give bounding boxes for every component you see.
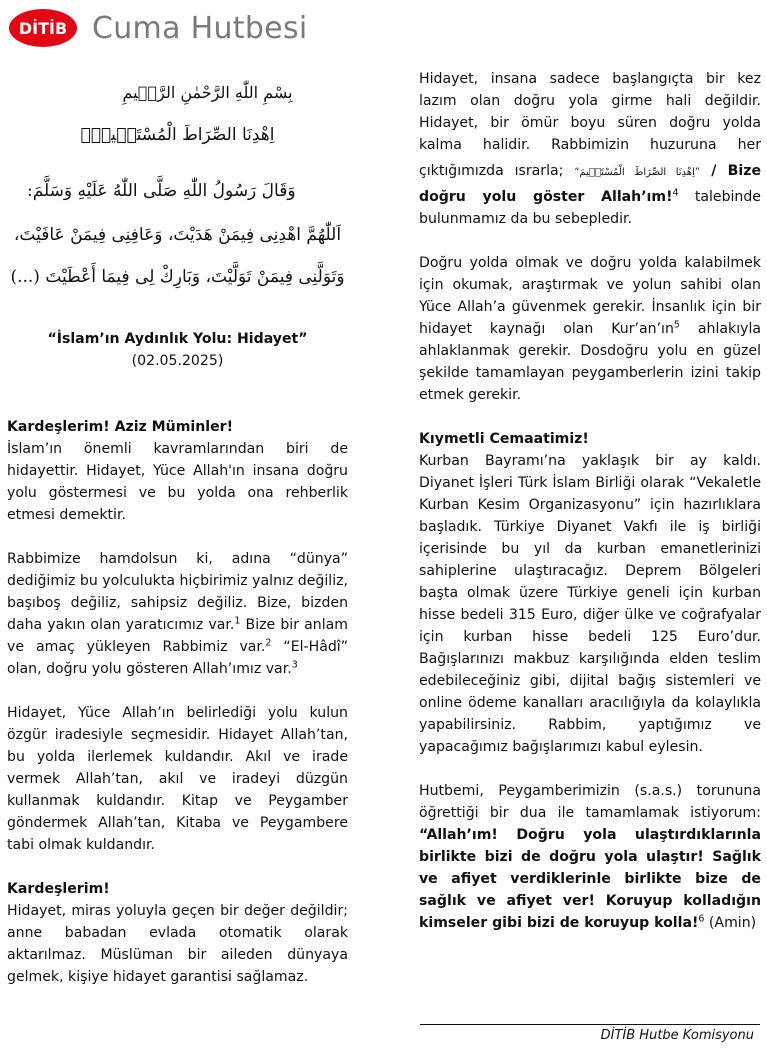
footnote-ref: 2 <box>265 637 272 649</box>
paragraph: Hidayet, insana sadece başlangıçta bir kez lazım olan doğru yola girme hali değildir. Hidayet, bir ömür boyu süren doğru yolda kalma halidir. Rabbimizin huzuruna her çıktığımızda ısrarla; “اِهْدِنَا الصِّرَاطَ الْمُسْتَق۪يمَ” / Bize doğru yolu göster Allah’ım!$^4$ talebinde bulunmamız da bu sebepledir. <box>419 71 762 227</box>
hadith-line-2: وَتَوَلَّنِى فِيمَنْ تَوَلَّيْتَ، وَبَارِكْ لِى فِيمَا أَعْطَيْتَ (...) <box>10 267 345 287</box>
page-header <box>8 6 308 50</box>
ayah-verse: اِهْدِنَا الصِّرَاطَ الْمُسْتَق۪يمَۙ <box>80 125 275 145</box>
page-title: Cuma Hutbesi <box>92 10 308 46</box>
hadith-line-1: اَللّٰهُمَّ اهْدِنِى فِيمَنْ هَدَيْتَ، وَعَافِنِى فِيمَنْ عَافَيْتَ، <box>13 225 342 245</box>
svg-text:DİTİB: DİTİB <box>18 19 68 38</box>
signature: DİTİB Hutbe Komisyonu <box>600 1028 754 1043</box>
sermon-date: (02.05.2025) <box>131 353 224 369</box>
footnote-ref: 5 <box>673 319 680 331</box>
footnote-ref: 3 <box>291 659 298 671</box>
left-column <box>7 68 348 988</box>
right-column <box>419 68 761 934</box>
paragraph: Rabbimize hamdolsun ki, adına “dünya” dediğimiz bu yolculukta hiçbirimiz yalnız değiliz, başıboş değiliz, sahipsiz değiliz. Bize, bizden daha yakın olan yaratıcımız var.$^1$ Bize bir anlam ve amaç yükleyen Rabbimiz var.$^2$ “El-Hâdî” olan, doğru yolu gösteren Allah’ımız var.$^3$ <box>7 551 348 677</box>
sermon-title: “İslam’ın Aydınlık Yolu: Hidayet” <box>47 331 308 347</box>
footnote-ref: 6 <box>698 913 705 925</box>
signature-line <box>420 1024 760 1025</box>
paragraph: Hutbemi, Peygamberimizin (s.a.s.) torununa öğrettiği bir dua ile tamamlamak istiyorum: “Allah’ım! Doğru yola ulaştırdıklarınla birlikte bizi de doğru yola ulaştır! Sağlık ve afiyet verdiklerinle birlikte bize de sağlık ve afiyet ver! Koruyup kolladığın kimseler gibi bizi de koruyup kolla!$^6$ (Amin) <box>419 783 761 931</box>
section-heading: Kıymetli Cemaatimiz! <box>419 431 589 447</box>
paragraph: Doğru yolda olmak ve doğru yolda kalabilmek için okumak, araştırmak ve yolun sahibi olan Yüce Allah’a güvenmek gerekir. İnsanlık için bir hidayet kaynağı olan $Kur’an’ın^5$ ahlakıyla ahlaklanmak gerekir. Dosdoğru yolu en güzel şekilde tamamlayan peygamberlerin izini takip etmek gerekir. <box>419 255 761 403</box>
paragraph: Hidayet, Yüce Allah’ın belirlediği yolu kulun özgür iradesiyle seçmesidir. Hidayet Allah’tan, bu yolda ilerlemek kuldandır. Akıl ve irade vermek Allah’tan, akıl ve iradeyi düzgün kullanmak kuldandır. Kitap ve Peygamber göndermek Allah’tan, Kitaba ve Peygambere tabi olmak kuldandır. <box>7 705 348 853</box>
section-heading: Kardeşlerim! <box>7 881 110 897</box>
footnote-ref: 1 <box>234 615 241 627</box>
inline-arabic: “اِهْدِنَا الصِّرَاطَ الْمُسْتَق۪يمَ” <box>574 167 700 178</box>
hadith-intro: وَقَالَ رَسُولُ اللّٰهِ صَلَّى اللّٰهُ عَلَيْهِ وَسَلَّمَ: <box>27 181 296 201</box>
paragraph: İslam’ın önemli kavramlarından biri de hidayettir. Hidayet, Yüce Allah'ın insana doğru yolu göstermesi ve bu yolda ona rehberlik etmesi demektir. <box>7 441 348 523</box>
paragraph: Kurban Bayramı’na yaklaşık bir ay kaldı. Diyanet İşleri Türk İslam Birliği olarak “Vekaletle Kurban Kesim Organizasyonu” için hazırlıklara başladık. Türkiye Diyanet Vakfı ile iş birliği içerisinde bu yıl da kurban emanetlerinizi sahiplerine ulaştıracağız. Deprem Bölgeleri başta olmak üzere Türkiye geneli için kurban hisse bedeli 315 Euro, diğer ülke ve coğrafyalar için kurban hisse bedeli 125 Euro’dur. Bağışlarınızı makbuz karşılığında elden teslim edebileceğiniz gibi, dijital bağış sistemleri ve online ödeme kanalları aracılığıyla da kolaylıkla yapabilirsiniz. Rabbim, yaptığımız ve yapacağımız bağışlarımızı kabul eylesin. <box>419 453 761 755</box>
footnote-ref: 4 <box>672 187 679 199</box>
section-heading: Kardeşlerim! Aziz Müminler! <box>7 419 234 435</box>
basmala: بِسْمِ اللّٰهِ الرَّحْمٰنِ الرَّح۪يمِ <box>122 83 293 102</box>
ditib-logo <box>8 8 78 48</box>
paragraph: Hidayet, miras yoluyla geçen bir değer değildir; anne babadan evlada otomatik olarak aktarılmaz. Müslüman bir aileden dünyaya gelmek, kişiye hidayet garantisi sağlamaz. <box>7 903 348 985</box>
